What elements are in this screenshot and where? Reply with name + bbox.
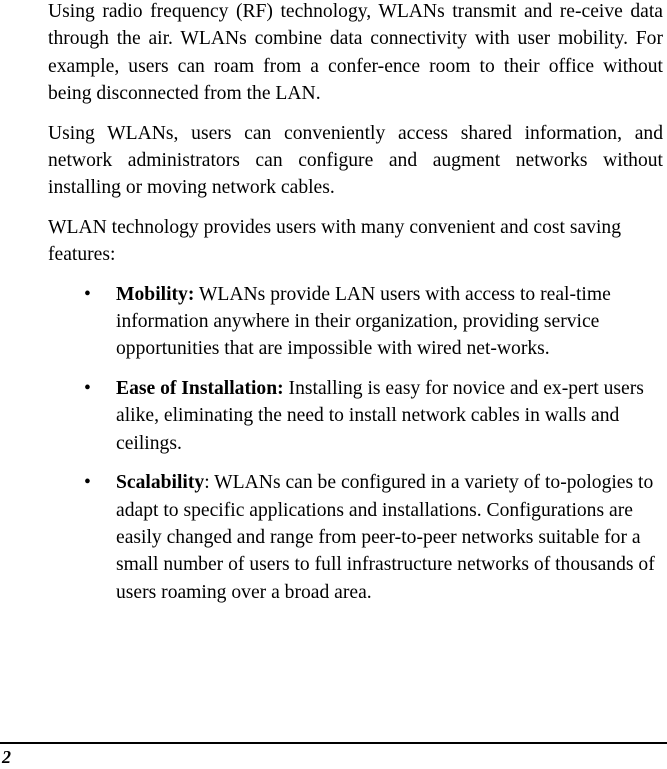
page-number: 2 <box>2 747 11 767</box>
feature-term: Mobility: <box>116 283 195 305</box>
bullet-icon: • <box>84 377 91 399</box>
page-body <box>48 0 663 618</box>
paragraph-rf-technology: Using radio frequency (RF) technology, WLANs transmit and re-ceive data through the air. WLANs combine data connectivity with user mobility. For example, users can roam from a confer-ence room to their office without being disconnected from the LAN. <box>48 1 663 105</box>
list-item-mobility <box>48 281 663 363</box>
feature-list <box>48 281 663 606</box>
feature-term: Scalability <box>116 472 205 494</box>
paragraph-features-intro: WLAN technology provides users with many convenient and cost saving features: <box>48 216 621 266</box>
feature-description: Installing is easy for novice and ex-pert users alike, eliminating the need to install network cables in walls and ceilings. <box>116 377 644 454</box>
paragraph-wlan-access: Using WLANs, users can conveniently access shared information, and network administrators can configure and augment networks without installing or moving network cables. <box>48 122 663 199</box>
bullet-icon: • <box>84 283 91 305</box>
feature-description: : WLANs can be configured in a variety of to-pologies to adapt to specific applications and installations. Configurations are easily changed and range from peer-to-peer networks suitable for a small number of users to full infrastructure networks of thousands of users roaming over a broad area. <box>116 472 655 603</box>
list-item-scalability <box>48 469 663 606</box>
list-item-ease-of-installation <box>48 375 663 457</box>
footer-divider <box>0 742 667 744</box>
feature-description: WLANs provide LAN users with access to real-time information anywhere in their organization, providing service opportunities that are impossible with wired net-works. <box>116 283 611 360</box>
bullet-icon: • <box>84 472 91 494</box>
feature-term: Ease of Installation: <box>116 377 284 399</box>
